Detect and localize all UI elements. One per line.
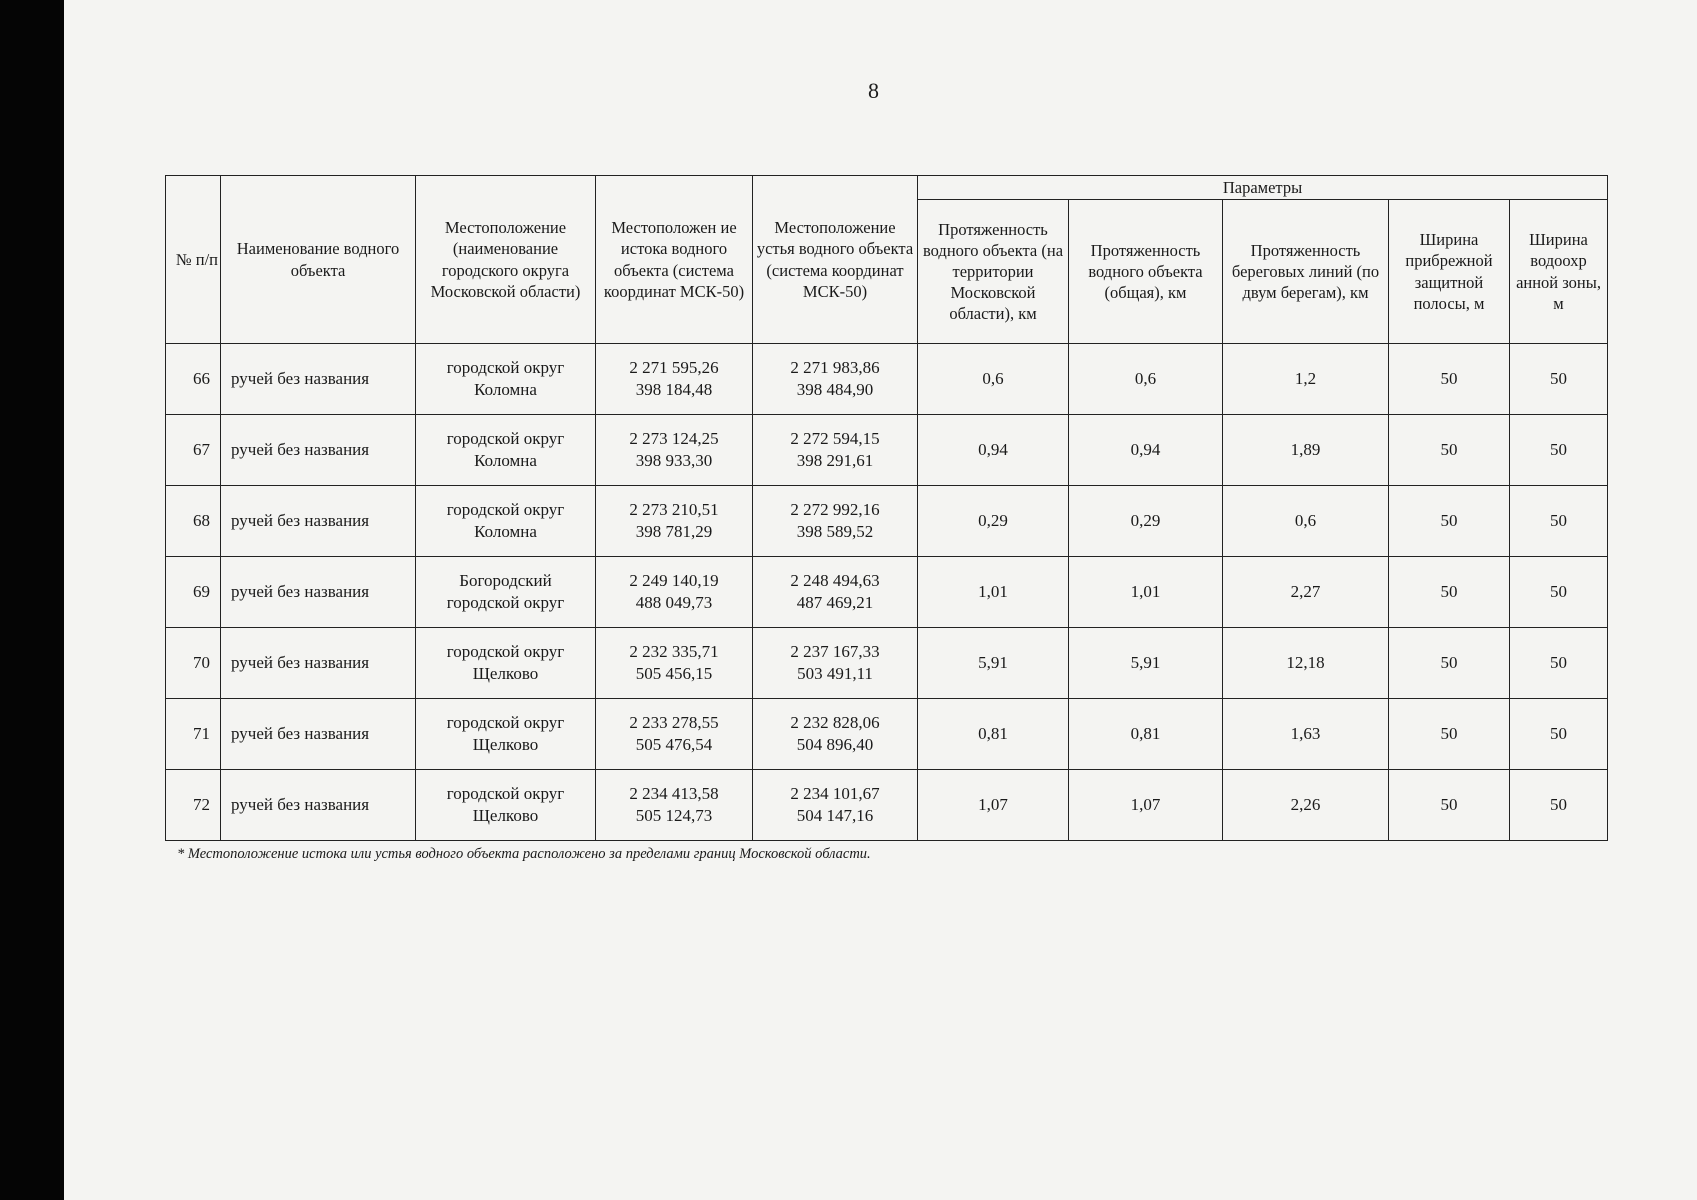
- location-line-2: Щелково: [472, 735, 539, 754]
- buffer-width-cell: 50: [1389, 415, 1510, 486]
- object-name: ручей без названия: [221, 770, 416, 841]
- object-name: ручей без названия: [221, 415, 416, 486]
- object-name: ручей без названия: [221, 699, 416, 770]
- table-row: [166, 557, 1608, 628]
- length-total-cell: 1,07: [1069, 770, 1223, 841]
- location-line-1: городской округ: [446, 642, 565, 662]
- source-x: 2 233 278,55: [629, 713, 719, 733]
- header-length-mo: Протяженность водного объекта (на территории Московской области), км: [918, 200, 1069, 344]
- table-row: [166, 699, 1608, 770]
- row-number: 68: [166, 486, 221, 557]
- header-parameters: Параметры: [918, 176, 1608, 200]
- buffer-width-cell: 50: [1389, 486, 1510, 557]
- location-line-1: городской округ: [446, 429, 565, 449]
- buffer-width-cell: 50: [1389, 557, 1510, 628]
- header-source-location: Местоположен ие истока водного объекта (система координат МСК-50): [596, 176, 753, 344]
- header-shoreline-length: Протяженность береговых линий (по двум берегам), км: [1223, 200, 1389, 344]
- mouth-y: 487 469,21: [796, 593, 874, 612]
- header-number: № п/п: [166, 176, 221, 344]
- table-row: [166, 628, 1608, 699]
- source-x: 2 249 140,19: [629, 571, 719, 591]
- mouth-x: 2 248 494,63: [790, 571, 880, 591]
- row-number: 67: [166, 415, 221, 486]
- location-line-2: Щелково: [472, 664, 539, 683]
- water-zone-cell: 50: [1510, 415, 1608, 486]
- object-name: ручей без названия: [221, 486, 416, 557]
- row-number: 69: [166, 557, 221, 628]
- location-line-1: городской округ: [446, 713, 565, 733]
- source-coords-cell: [596, 770, 753, 841]
- source-coords-cell: [596, 486, 753, 557]
- source-x: 2 273 124,25: [629, 429, 719, 449]
- row-number: 70: [166, 628, 221, 699]
- location-cell: [416, 557, 596, 628]
- header-length-total: Протяженность водного объекта (общая), км: [1069, 200, 1223, 344]
- length-total-cell: 0,81: [1069, 699, 1223, 770]
- row-number: 71: [166, 699, 221, 770]
- header-location: Местоположение (наименование городского округа Московской области): [416, 176, 596, 344]
- location-cell: [416, 770, 596, 841]
- buffer-width-cell: 50: [1389, 770, 1510, 841]
- location-cell: [416, 699, 596, 770]
- table-row: [166, 415, 1608, 486]
- location-line-1: Богородский: [459, 571, 552, 591]
- location-cell: [416, 486, 596, 557]
- object-name: ручей без названия: [221, 557, 416, 628]
- page-number: 8: [868, 78, 879, 103]
- source-y: 398 184,48: [635, 380, 713, 399]
- length-total-cell: 1,01: [1069, 557, 1223, 628]
- length-total-cell: 0,29: [1069, 486, 1223, 557]
- mouth-y: 504 147,16: [796, 806, 874, 825]
- object-name: ручей без названия: [221, 344, 416, 415]
- water-zone-cell: 50: [1510, 344, 1608, 415]
- shoreline-cell: 2,26: [1223, 770, 1389, 841]
- mouth-x: 2 232 828,06: [790, 713, 880, 733]
- location-line-1: городской округ: [446, 784, 565, 804]
- length-mo-cell: 0,6: [918, 344, 1069, 415]
- length-total-cell: 0,6: [1069, 344, 1223, 415]
- shoreline-cell: 1,89: [1223, 415, 1389, 486]
- mouth-coords-cell: [753, 699, 918, 770]
- header-buffer-width: Ширина прибрежной защитной полосы, м: [1389, 200, 1510, 344]
- length-mo-cell: 0,94: [918, 415, 1069, 486]
- source-y: 505 124,73: [635, 806, 713, 825]
- length-mo-cell: 1,07: [918, 770, 1069, 841]
- shoreline-cell: 12,18: [1223, 628, 1389, 699]
- object-name: ручей без названия: [221, 628, 416, 699]
- row-number: 72: [166, 770, 221, 841]
- mouth-coords-cell: [753, 770, 918, 841]
- location-cell: [416, 344, 596, 415]
- source-x: 2 271 595,26: [629, 358, 719, 378]
- source-y: 398 933,30: [635, 451, 713, 470]
- footnote: * Местоположение истока или устья водного объекта расположено за пределами границ Московской области.: [177, 846, 871, 862]
- source-coords-cell: [596, 557, 753, 628]
- location-cell: [416, 628, 596, 699]
- length-mo-cell: 5,91: [918, 628, 1069, 699]
- location-line-1: городской округ: [446, 358, 565, 378]
- buffer-width-cell: 50: [1389, 628, 1510, 699]
- shoreline-cell: 1,63: [1223, 699, 1389, 770]
- water-zone-cell: 50: [1510, 699, 1608, 770]
- buffer-width-cell: 50: [1389, 344, 1510, 415]
- location-cell: [416, 415, 596, 486]
- shoreline-cell: 2,27: [1223, 557, 1389, 628]
- source-coords-cell: [596, 699, 753, 770]
- mouth-coords-cell: [753, 557, 918, 628]
- length-total-cell: 0,94: [1069, 415, 1223, 486]
- length-mo-cell: 0,29: [918, 486, 1069, 557]
- source-y: 488 049,73: [635, 593, 713, 612]
- mouth-y: 398 484,90: [796, 380, 874, 399]
- mouth-y: 398 589,52: [796, 522, 874, 541]
- water-objects-table: [165, 175, 1608, 841]
- source-y: 505 476,54: [635, 735, 713, 754]
- source-x: 2 273 210,51: [629, 500, 719, 520]
- buffer-width-cell: 50: [1389, 699, 1510, 770]
- mouth-x: 2 234 101,67: [790, 784, 880, 804]
- mouth-coords-cell: [753, 344, 918, 415]
- length-mo-cell: 0,81: [918, 699, 1069, 770]
- mouth-y: 503 491,11: [797, 664, 873, 683]
- table-row: [166, 770, 1608, 841]
- mouth-coords-cell: [753, 415, 918, 486]
- scan-left-edge: [0, 0, 64, 1200]
- water-zone-cell: 50: [1510, 486, 1608, 557]
- header-mouth-location: Местоположение устья водного объекта (система координат МСК-50): [753, 176, 918, 344]
- mouth-coords-cell: [753, 628, 918, 699]
- mouth-y: 398 291,61: [796, 451, 874, 470]
- shoreline-cell: 1,2: [1223, 344, 1389, 415]
- mouth-x: 2 271 983,86: [790, 358, 880, 378]
- source-coords-cell: [596, 344, 753, 415]
- source-x: 2 234 413,58: [629, 784, 719, 804]
- location-line-2: Щелково: [472, 806, 539, 825]
- location-line-1: городской округ: [446, 500, 565, 520]
- shoreline-cell: 0,6: [1223, 486, 1389, 557]
- water-zone-cell: 50: [1510, 628, 1608, 699]
- header-water-zone-width: Ширина водоохр анной зоны, м: [1510, 200, 1608, 344]
- source-x: 2 232 335,71: [629, 642, 719, 662]
- table-row: [166, 344, 1608, 415]
- source-y: 398 781,29: [635, 522, 713, 541]
- header-name: Наименование водного объекта: [221, 176, 416, 344]
- mouth-x: 2 237 167,33: [790, 642, 880, 662]
- location-line-2: городской округ: [446, 593, 565, 612]
- length-total-cell: 5,91: [1069, 628, 1223, 699]
- source-y: 505 456,15: [635, 664, 713, 683]
- row-number: 66: [166, 344, 221, 415]
- location-line-2: Коломна: [474, 380, 537, 399]
- mouth-x: 2 272 594,15: [790, 429, 880, 449]
- water-zone-cell: 50: [1510, 770, 1608, 841]
- mouth-x: 2 272 992,16: [790, 500, 880, 520]
- location-line-2: Коломна: [474, 451, 537, 470]
- mouth-y: 504 896,40: [796, 735, 874, 754]
- table-row: [166, 486, 1608, 557]
- mouth-coords-cell: [753, 486, 918, 557]
- source-coords-cell: [596, 628, 753, 699]
- location-line-2: Коломна: [474, 522, 537, 541]
- water-zone-cell: 50: [1510, 557, 1608, 628]
- water-objects-table-container: [165, 175, 1607, 841]
- length-mo-cell: 1,01: [918, 557, 1069, 628]
- source-coords-cell: [596, 415, 753, 486]
